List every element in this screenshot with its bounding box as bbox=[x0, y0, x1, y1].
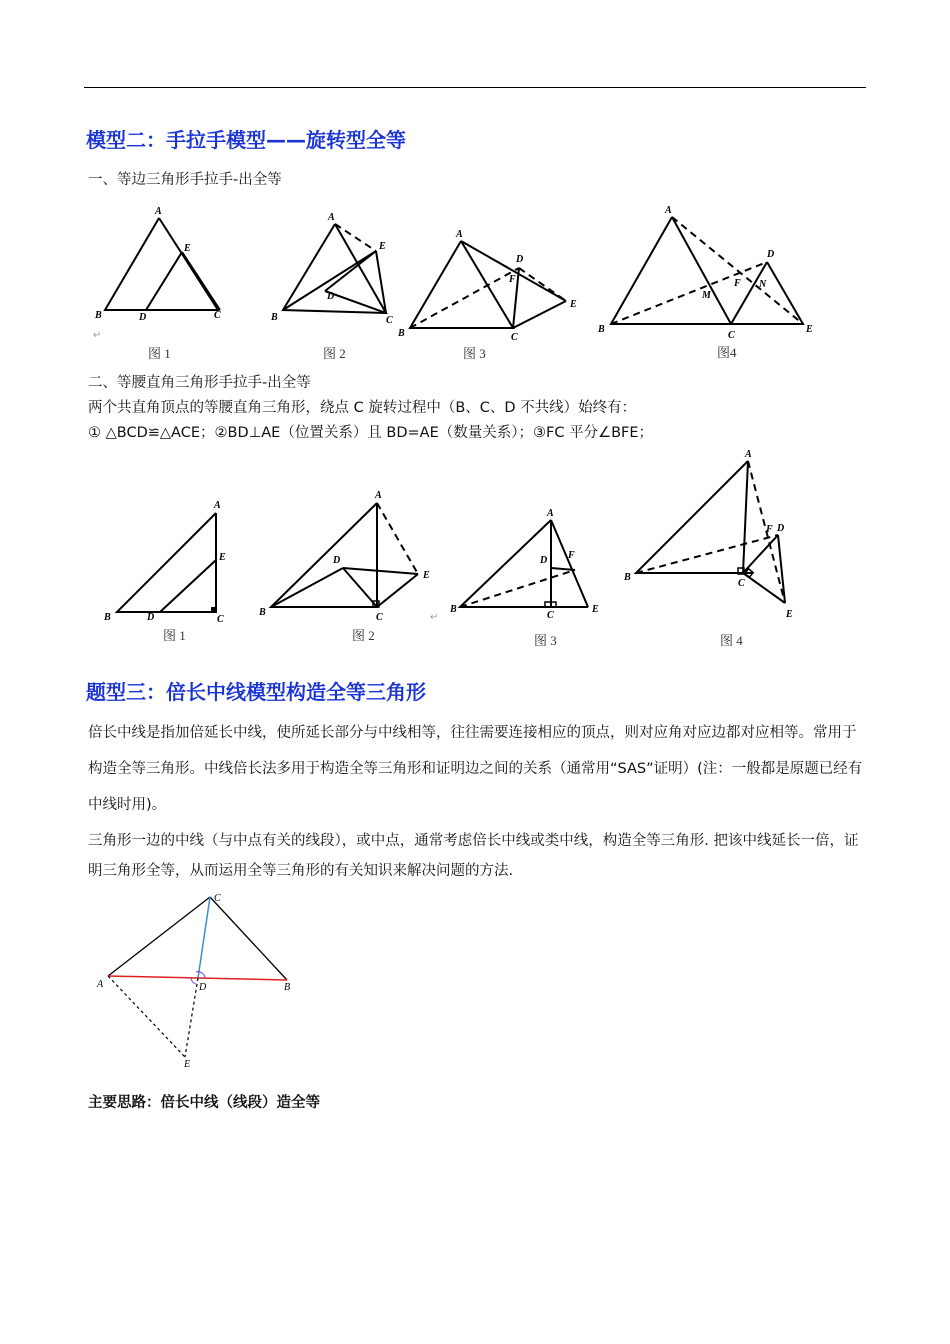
caption: 图4 bbox=[717, 345, 737, 360]
caption: 图 4 bbox=[720, 633, 743, 648]
label: E bbox=[786, 609, 793, 620]
label: A bbox=[456, 229, 463, 240]
label: D bbox=[327, 291, 335, 302]
label: B bbox=[398, 328, 405, 339]
sub-heading-isosceles-right: 二、等腰直角三角形手拉手-出全等 bbox=[88, 375, 311, 391]
label: A bbox=[547, 508, 554, 519]
label: C bbox=[386, 315, 393, 326]
caption: 图 2 bbox=[323, 346, 346, 361]
label: B bbox=[598, 324, 605, 335]
label: C bbox=[547, 610, 554, 621]
heading-model2: 模型二：手拉手模型——旋转型全等 bbox=[86, 128, 406, 152]
label: B bbox=[450, 604, 457, 615]
svg-text:↵: ↵ bbox=[93, 330, 102, 341]
paragraph-definition: 倍长中线是指加倍延长中线，使所延长部分与中线相等，往往需要连接相应的顶点，则对应角对应边都对应相等。常用于构造全等三角形。中线倍长法多用于构造全等三角形和证明边之间的关系（通常用“SAS”证明）(注：一般都是原题已经有中线时用)。 bbox=[88, 725, 863, 813]
label: E bbox=[219, 552, 226, 563]
label: D bbox=[777, 523, 785, 534]
label: C bbox=[738, 578, 745, 589]
label: F bbox=[568, 550, 575, 561]
label: D bbox=[516, 254, 524, 265]
summary: 主要思路：倍长中线（线段）造全等 bbox=[88, 1095, 320, 1111]
label: D bbox=[147, 612, 155, 623]
label: A bbox=[155, 206, 162, 217]
label: F bbox=[734, 278, 741, 289]
label: E bbox=[184, 1059, 191, 1070]
label: F bbox=[509, 274, 516, 285]
label: A bbox=[97, 979, 104, 990]
caption: 图 3 bbox=[463, 346, 486, 361]
label: C bbox=[728, 330, 735, 341]
label: D bbox=[199, 982, 207, 993]
label: M bbox=[702, 290, 711, 301]
label: E bbox=[184, 243, 191, 254]
label: E bbox=[570, 299, 577, 310]
label: B bbox=[95, 310, 102, 321]
label: B bbox=[284, 982, 291, 993]
svg-text:↵: ↵ bbox=[430, 612, 439, 623]
label: E bbox=[592, 604, 599, 615]
label: A bbox=[214, 500, 221, 511]
label: C bbox=[214, 893, 221, 904]
caption: 图 1 bbox=[148, 346, 171, 361]
conclusions: ① △BCD≌△ACE；②BD⊥AE（位置关系）且 BD=AE（数量关系）；③FC 平分∠BFE； bbox=[88, 425, 654, 441]
label: B bbox=[259, 607, 266, 618]
rotation-description: 两个共直角顶点的等腰直角三角形，绕点 C 旋转过程中（B、C、D 不共线）始终有： bbox=[88, 400, 637, 416]
label: B bbox=[624, 572, 631, 583]
label: A bbox=[328, 212, 335, 223]
label: B bbox=[271, 312, 278, 323]
label: D bbox=[139, 312, 147, 323]
label: D bbox=[540, 555, 548, 566]
label: D bbox=[767, 249, 775, 260]
label: D bbox=[333, 555, 341, 566]
label: A bbox=[665, 205, 672, 216]
heading-type3: 题型三：倍长中线模型构造全等三角形 bbox=[86, 680, 426, 704]
label: E bbox=[423, 570, 430, 581]
label: C bbox=[217, 614, 224, 625]
label: E bbox=[806, 324, 813, 335]
label: A bbox=[375, 490, 382, 501]
label: F bbox=[766, 524, 773, 535]
label: N bbox=[759, 279, 767, 290]
label: E bbox=[379, 241, 386, 252]
sub-heading-equilateral: 一、等边三角形手拉手-出全等 bbox=[88, 172, 282, 188]
label: B bbox=[104, 612, 111, 623]
paragraph-method: 三角形一边的中线（与中点有关的线段），或中点，通常考虑倍长中线或类中线，构造全等三角形. 把该中线延长一倍，证明三角形全等，从而运用全等三角形的有关知识来解决问题的方法. bbox=[88, 833, 859, 879]
caption: 图 1 bbox=[163, 628, 186, 643]
label: C bbox=[511, 332, 518, 343]
label: C bbox=[214, 310, 221, 321]
caption: 图 2 bbox=[352, 628, 375, 643]
caption: 图 3 bbox=[534, 633, 557, 648]
label: C bbox=[376, 612, 383, 623]
label: A bbox=[745, 449, 752, 460]
